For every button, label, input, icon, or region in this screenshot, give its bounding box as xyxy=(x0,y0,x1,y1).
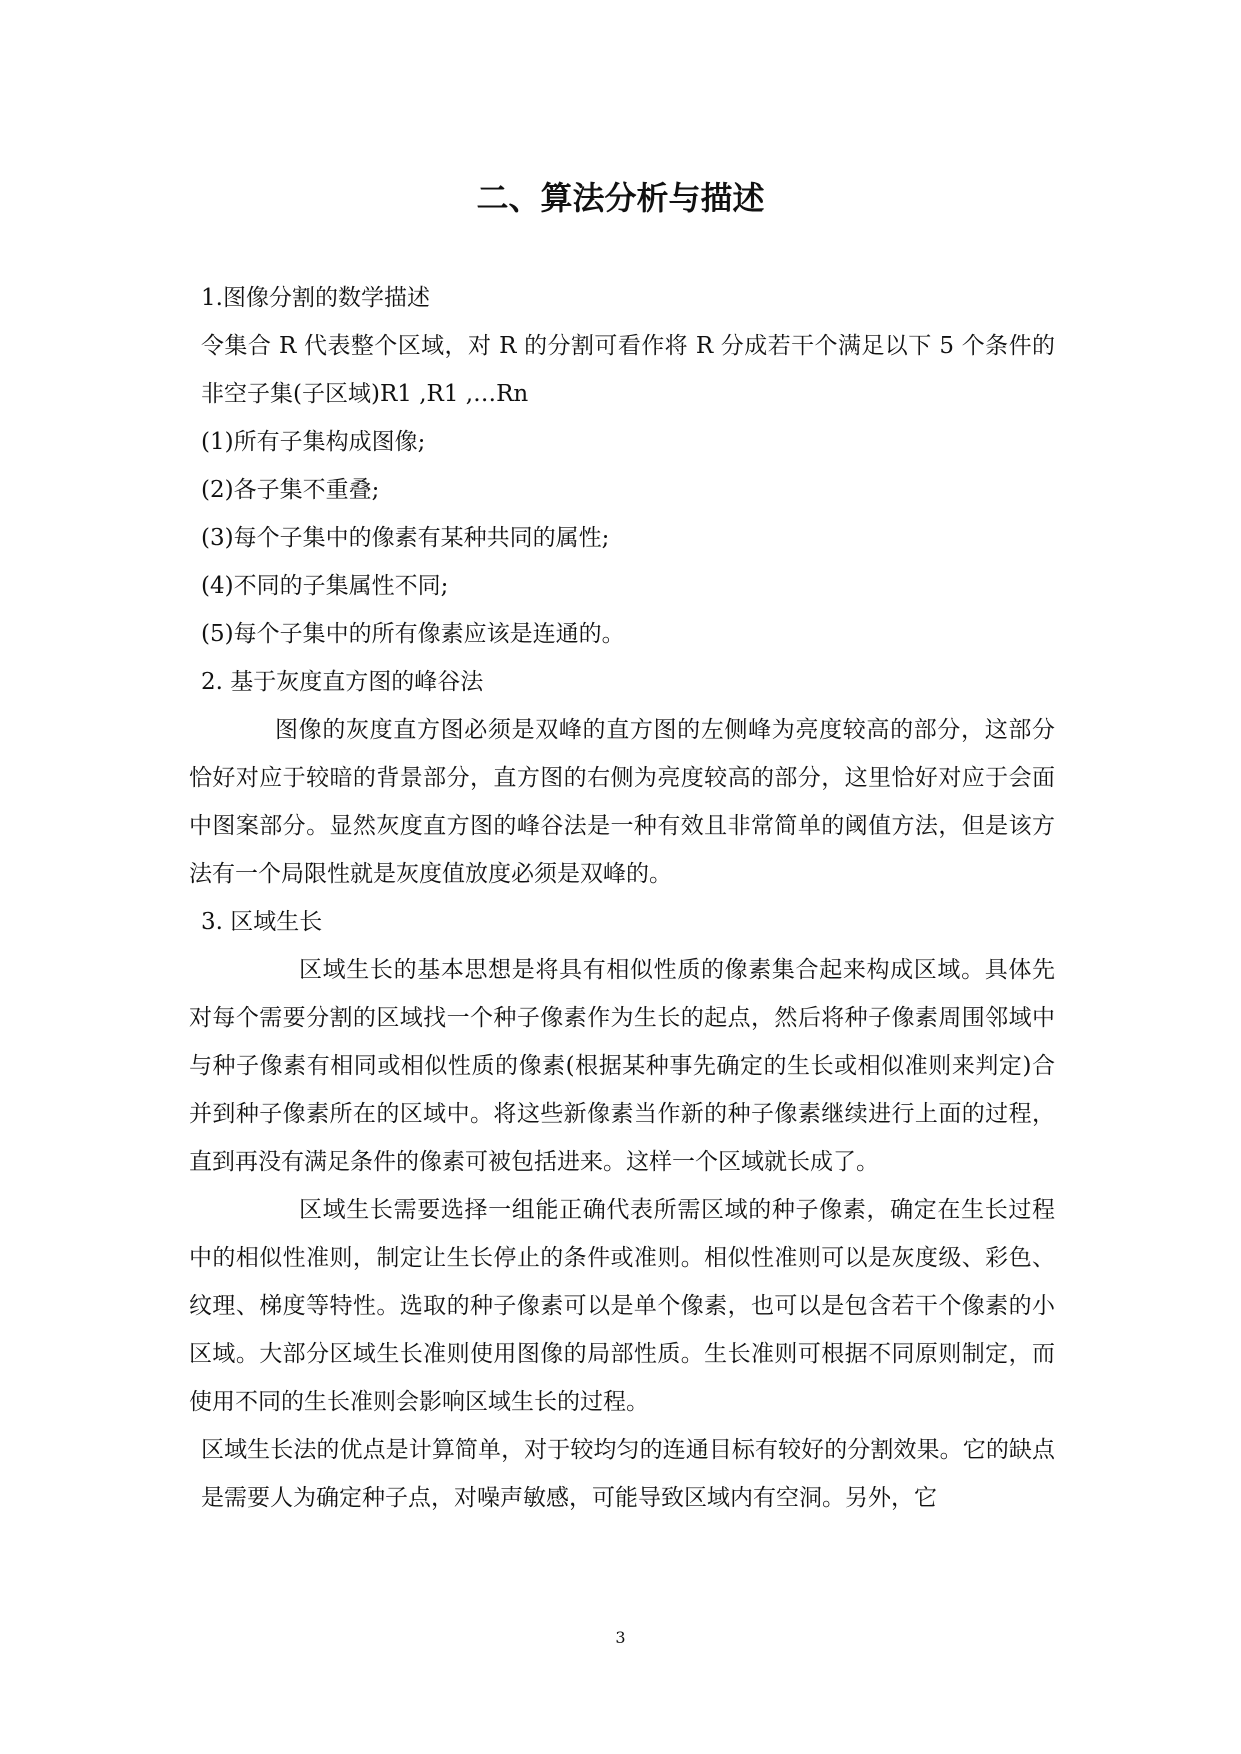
condition-item-3: (3)每个子集中的像素有某种共同的属性; xyxy=(201,525,610,551)
section-1-intro: 令集合 R 代表整个区域，对 R 的分割可看作将 R 分成若干个满足以下 5 个条件的非空子集(子区域)R1 ,R1 ,…Rn xyxy=(201,333,1055,407)
document-body xyxy=(189,274,1055,1522)
condition-item-2: (2)各子集不重叠; xyxy=(201,477,380,503)
page-number: 3 xyxy=(615,1628,626,1647)
section-3-paragraph-2: 区域生长需要选择一组能正确代表所需区域的种子像素，确定在生长过程中的相似性准则，制定让生长停止的条件或准则。相似性准则可以是灰度级、彩色、纹理、梯度等特性。选取的种子像素可以是单个像素，也可以是包含若干个像素的小区域。大部分区域生长准则使用图像的局部性质。生长准则可根据不同原则制定，而使用不同的生长准则会影响区域生长的过程。 xyxy=(189,1197,1055,1415)
section-heading-1: 1.图像分割的数学描述 xyxy=(201,285,430,311)
page-title: 二、算法分析与描述 xyxy=(476,179,765,217)
section-3-paragraph-3: 区域生长法的优点是计算简单，对于较均匀的连通目标有较好的分割效果。它的缺点是需要人为确定种子点，对噪声敏感，可能导致区域内有空洞。另外，它 xyxy=(201,1437,1055,1511)
section-heading-3: 3. 区域生长 xyxy=(201,909,323,935)
section-3-paragraph-1: 区域生长的基本思想是将具有相似性质的像素集合起来构成区域。具体先对每个需要分割的区域找一个种子像素作为生长的起点，然后将种子像素周围邻域中与种子像素有相同或相似性质的像素(根据某种事先确定的生长或相似准则来判定)合并到种子像素所在的区域中。将这些新像素当作新的种子像素继续进行上面的过程，直到再没有满足条件的像素可被包括进来。这样一个区域就长成了。 xyxy=(189,957,1055,1175)
section-heading-2: 2. 基于灰度直方图的峰谷法 xyxy=(201,669,484,695)
condition-item-1: (1)所有子集构成图像; xyxy=(201,429,426,455)
condition-item-4: (4)不同的子集属性不同; xyxy=(201,573,449,599)
section-2-paragraph: 图像的灰度直方图必须是双峰的直方图的左侧峰为亮度较高的部分，这部分恰好对应于较暗的背景部分，直方图的右侧为亮度较高的部分，这里恰好对应于会面中图案部分。显然灰度直方图的峰谷法是一种有效且非常简单的阈值方法，但是该方法有一个局限性就是灰度值放度必须是双峰的。 xyxy=(189,717,1055,887)
condition-item-5: (5)每个子集中的所有像素应该是连通的。 xyxy=(201,621,625,647)
